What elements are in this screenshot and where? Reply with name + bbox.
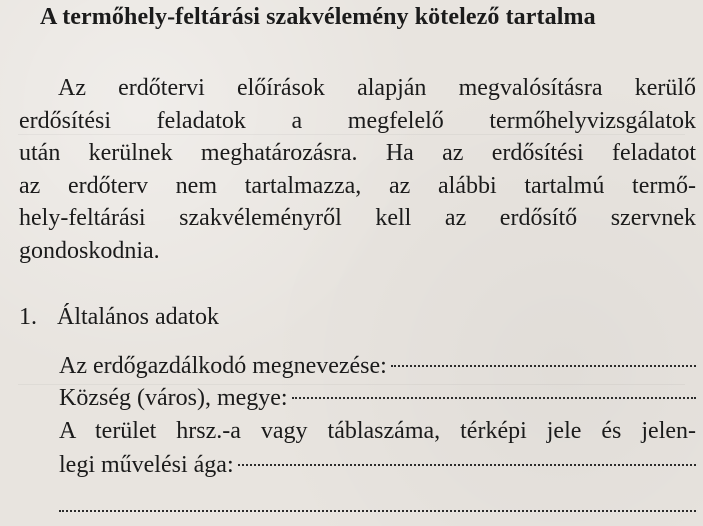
location-fill-line[interactable] xyxy=(292,397,696,399)
paragraph-line: gondoskodnia. xyxy=(19,237,160,264)
document-title: A termőhely-feltárási szakvélemény kötelező tartalma xyxy=(40,4,596,30)
area-field-label-line2: legi művelési ága: xyxy=(59,452,234,478)
paragraph-line: hely-feltárási szakvéleményről kell az erdősítő szervnek xyxy=(19,205,696,231)
paragraph-line: az erdőterv nem tartalmazza, az alábbi tartalmú termő- xyxy=(19,172,696,199)
name-field-row xyxy=(59,350,696,383)
area-field-row xyxy=(59,449,696,482)
area-fill-line[interactable] xyxy=(238,464,696,466)
extra-fill-line[interactable] xyxy=(59,510,696,512)
paragraph-line: Az erdőtervi előírások alapján megvalósításra kerülő xyxy=(58,75,696,101)
intro-paragraph xyxy=(19,72,696,267)
paragraph-line: után kerülnek meghatározásra. Ha az erdősítési feladatot xyxy=(19,140,696,166)
name-field-label: Az erdőgazdálkodó megnevezése: xyxy=(59,353,387,379)
paragraph-line: erdősítési feladatok a megfelelő termőhelyvizsgálatok xyxy=(19,107,696,134)
section-number: 1. xyxy=(19,304,37,330)
location-field-row xyxy=(59,382,696,415)
location-field-label: Község (város), megye: xyxy=(59,385,288,411)
area-field-label-line1: A terület hrsz.-a vagy táblaszáma, térképi jele és jelen- xyxy=(59,418,696,444)
section-title: Általános adatok xyxy=(57,304,219,330)
name-fill-line[interactable] xyxy=(391,365,696,367)
section-heading xyxy=(19,301,696,334)
area-field-label-row xyxy=(59,415,696,448)
